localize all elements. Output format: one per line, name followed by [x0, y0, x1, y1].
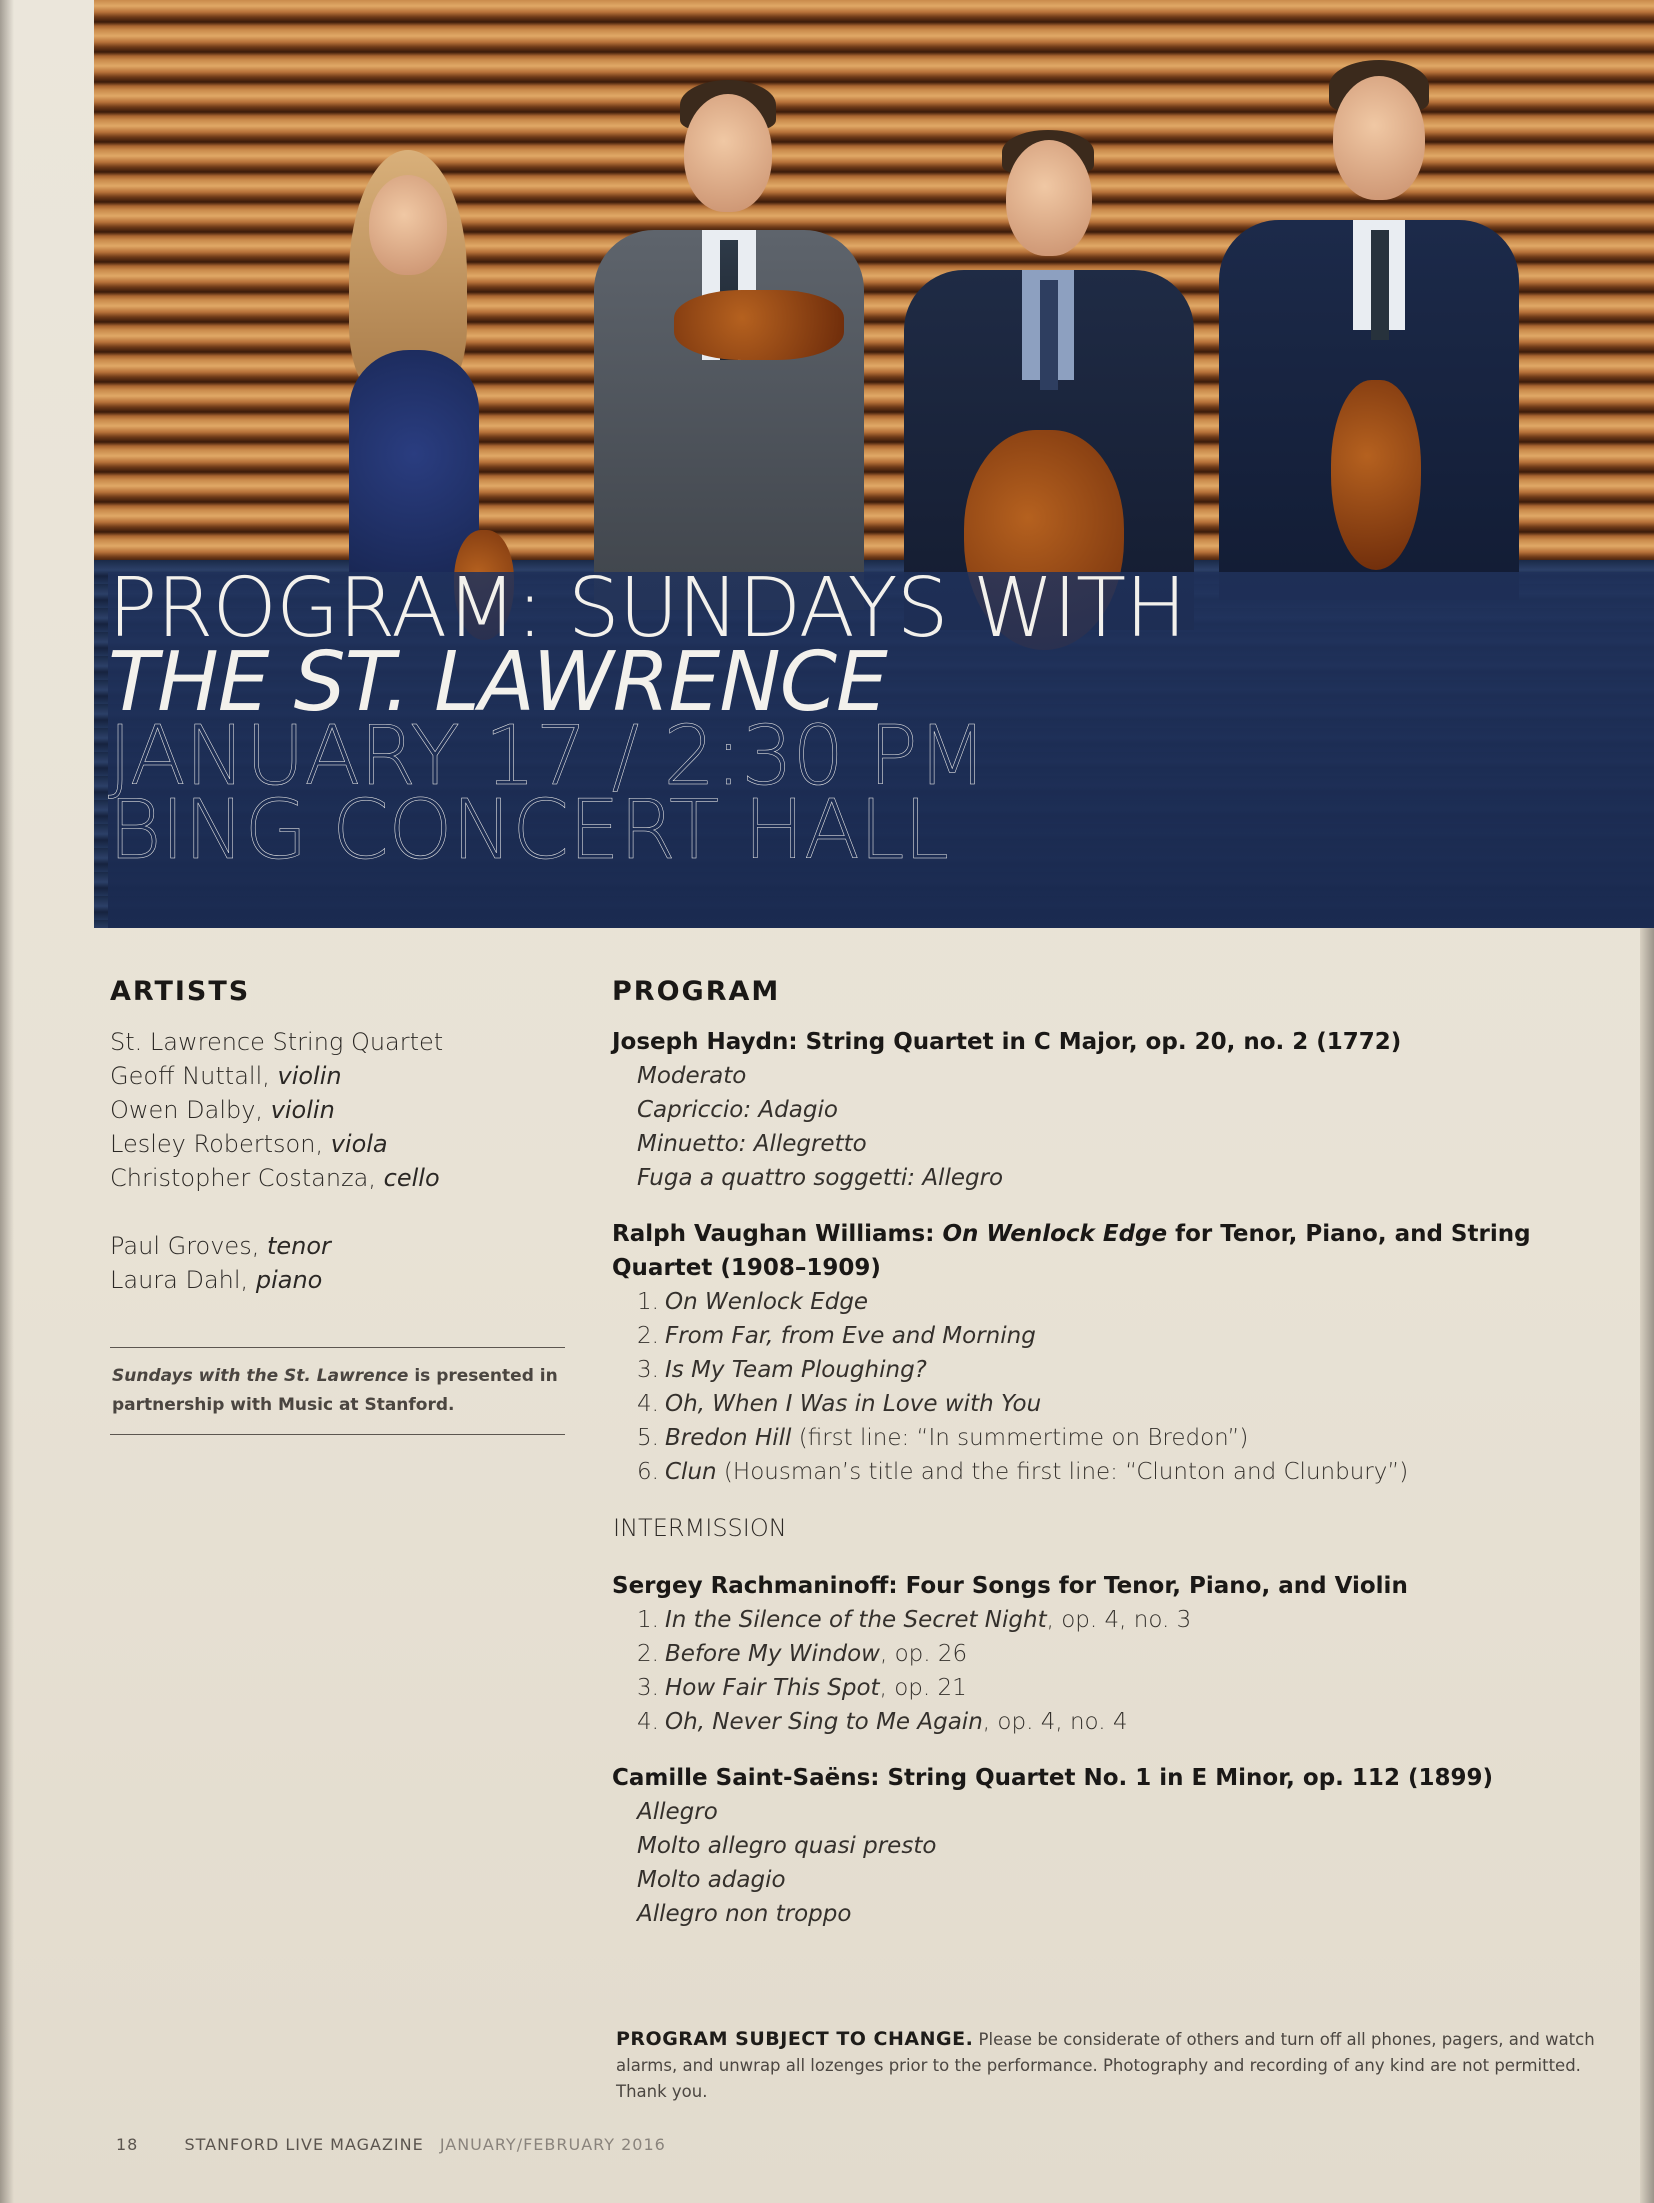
- song-item: 1. On Wenlock Edge: [637, 1289, 869, 1315]
- work-title: Sergey Rachmaninoff: Four Songs for Tenor, Piano, and Violin: [612, 1573, 1408, 1599]
- musician-4: [1209, 60, 1549, 600]
- song-item: 4. Oh, When I Was in Love with You: [637, 1391, 1042, 1417]
- work-title: Joseph Haydn: String Quartet in C Major, op. 20, no. 2 (1772): [612, 1029, 1402, 1055]
- song-item: 3. Is My Team Ploughing?: [637, 1357, 927, 1383]
- artist-name: Owen Dalby,: [110, 1096, 271, 1124]
- artist-name: Christopher Costanza,: [110, 1164, 384, 1192]
- artist-role: viola: [330, 1130, 388, 1158]
- partnership-note: [110, 1348, 570, 1434]
- movement: Molto allegro quasi presto: [637, 1833, 937, 1859]
- song-item: 2. From Far, from Eve and Morning: [637, 1323, 1036, 1349]
- song-item: 4. Oh, Never Sing to Me Again, op. 4, no. 4: [637, 1709, 1128, 1735]
- movement: Molto adagio: [637, 1867, 786, 1893]
- song-item: 1. In the Silence of the Secret Night, op. 4, no. 3: [637, 1607, 1192, 1633]
- artist-entry: [110, 1059, 570, 1093]
- musician-3: [894, 130, 1204, 610]
- program-notice: [616, 2026, 1616, 2105]
- guest-entry: [110, 1263, 570, 1297]
- work-rachmaninoff: [612, 1569, 1612, 1739]
- work-vaughan-williams: [612, 1217, 1612, 1489]
- movement: Moderato: [637, 1063, 747, 1089]
- artist-role: cello: [383, 1164, 440, 1192]
- movement: Capriccio: Adagio: [637, 1097, 838, 1123]
- work-saint-saens: [612, 1761, 1612, 1931]
- partnership-title: Sundays with the St. Lawrence: [112, 1366, 409, 1386]
- guest-entry: [110, 1229, 570, 1263]
- guest-role: tenor: [266, 1232, 331, 1260]
- movement: Minuetto: Allegretto: [637, 1131, 867, 1157]
- title-line-1: PROGRAM: SUNDAYS WITH: [108, 561, 1186, 656]
- song-item: 2. Before My Window, op. 26: [637, 1641, 968, 1667]
- program-heading: PROGRAM: [612, 976, 781, 1007]
- intermission-label: INTERMISSION: [613, 1514, 787, 1542]
- notice-text: Please be considerate of others and turn off all phones, pagers, and watch alarms, and unwrap all lozenges prior to the performance. Photography and recording of any kind are not permitted. Thank you.: [616, 2030, 1595, 2101]
- program-column: [612, 976, 1612, 1953]
- viola-icon: [1331, 380, 1421, 570]
- partnership-text: is presented in partnership with Music at Stanford.: [112, 1366, 558, 1415]
- artist-entry: [110, 1093, 570, 1127]
- guest-name: Laura Dahl,: [110, 1266, 256, 1294]
- work-haydn: [612, 1025, 1612, 1195]
- artist-entry: [110, 1161, 570, 1195]
- artist-entry: [110, 1127, 570, 1161]
- artist-role: violin: [277, 1062, 342, 1090]
- date-line: JANUARY 17 / 2:30 PM: [108, 709, 987, 804]
- program-content: [0, 928, 1654, 2203]
- song-item: 6. Clun (Housman’s title and the first line: “Clunton and Clunbury”): [637, 1459, 1409, 1485]
- song-item: 5. Bredon Hill (first line: “In summertime on Bredon”): [637, 1425, 1249, 1451]
- page-number: 18: [116, 2135, 139, 2154]
- notice-heading: PROGRAM SUBJECT TO CHANGE.: [616, 2028, 974, 2050]
- venue-line: BING CONCERT HALL: [108, 783, 949, 878]
- musician-1: [309, 150, 529, 590]
- magazine-name: STANFORD LIVE MAGAZINE: [184, 2135, 424, 2154]
- artist-role: violin: [270, 1096, 335, 1124]
- artists-column: [110, 976, 570, 1435]
- folio: [116, 2135, 666, 2154]
- musician-2: [574, 80, 894, 600]
- artist-name: Lesley Robertson,: [110, 1130, 331, 1158]
- work-title: Ralph Vaughan Williams: On Wenlock Edge for Tenor, Piano, and String Quartet (1908–1909): [612, 1221, 1531, 1281]
- guest-name: Paul Groves,: [110, 1232, 267, 1260]
- title-line-2: THE ST. LAWRENCE: [108, 635, 887, 730]
- work-title: Camille Saint-Saëns: String Quartet No. 1 in E Minor, op. 112 (1899): [612, 1765, 1493, 1791]
- hero-title: [108, 561, 1186, 878]
- issue-date: JANUARY/FEBRUARY 2016: [439, 2135, 666, 2154]
- guest-role: piano: [255, 1266, 323, 1294]
- movement: Fuga a quattro soggetti: Allegro: [637, 1165, 1004, 1191]
- movement: Allegro non troppo: [637, 1901, 852, 1927]
- ensemble-name: St. Lawrence String Quartet: [110, 1028, 444, 1056]
- divider: [110, 1434, 565, 1435]
- song-item: 3. How Fair This Spot, op. 21: [637, 1675, 967, 1701]
- movement: Allegro: [637, 1799, 718, 1825]
- artists-heading: ARTISTS: [110, 976, 251, 1007]
- artist-name: Geoff Nuttall,: [110, 1062, 278, 1090]
- violin-icon: [674, 290, 844, 360]
- spacer: [110, 1195, 570, 1229]
